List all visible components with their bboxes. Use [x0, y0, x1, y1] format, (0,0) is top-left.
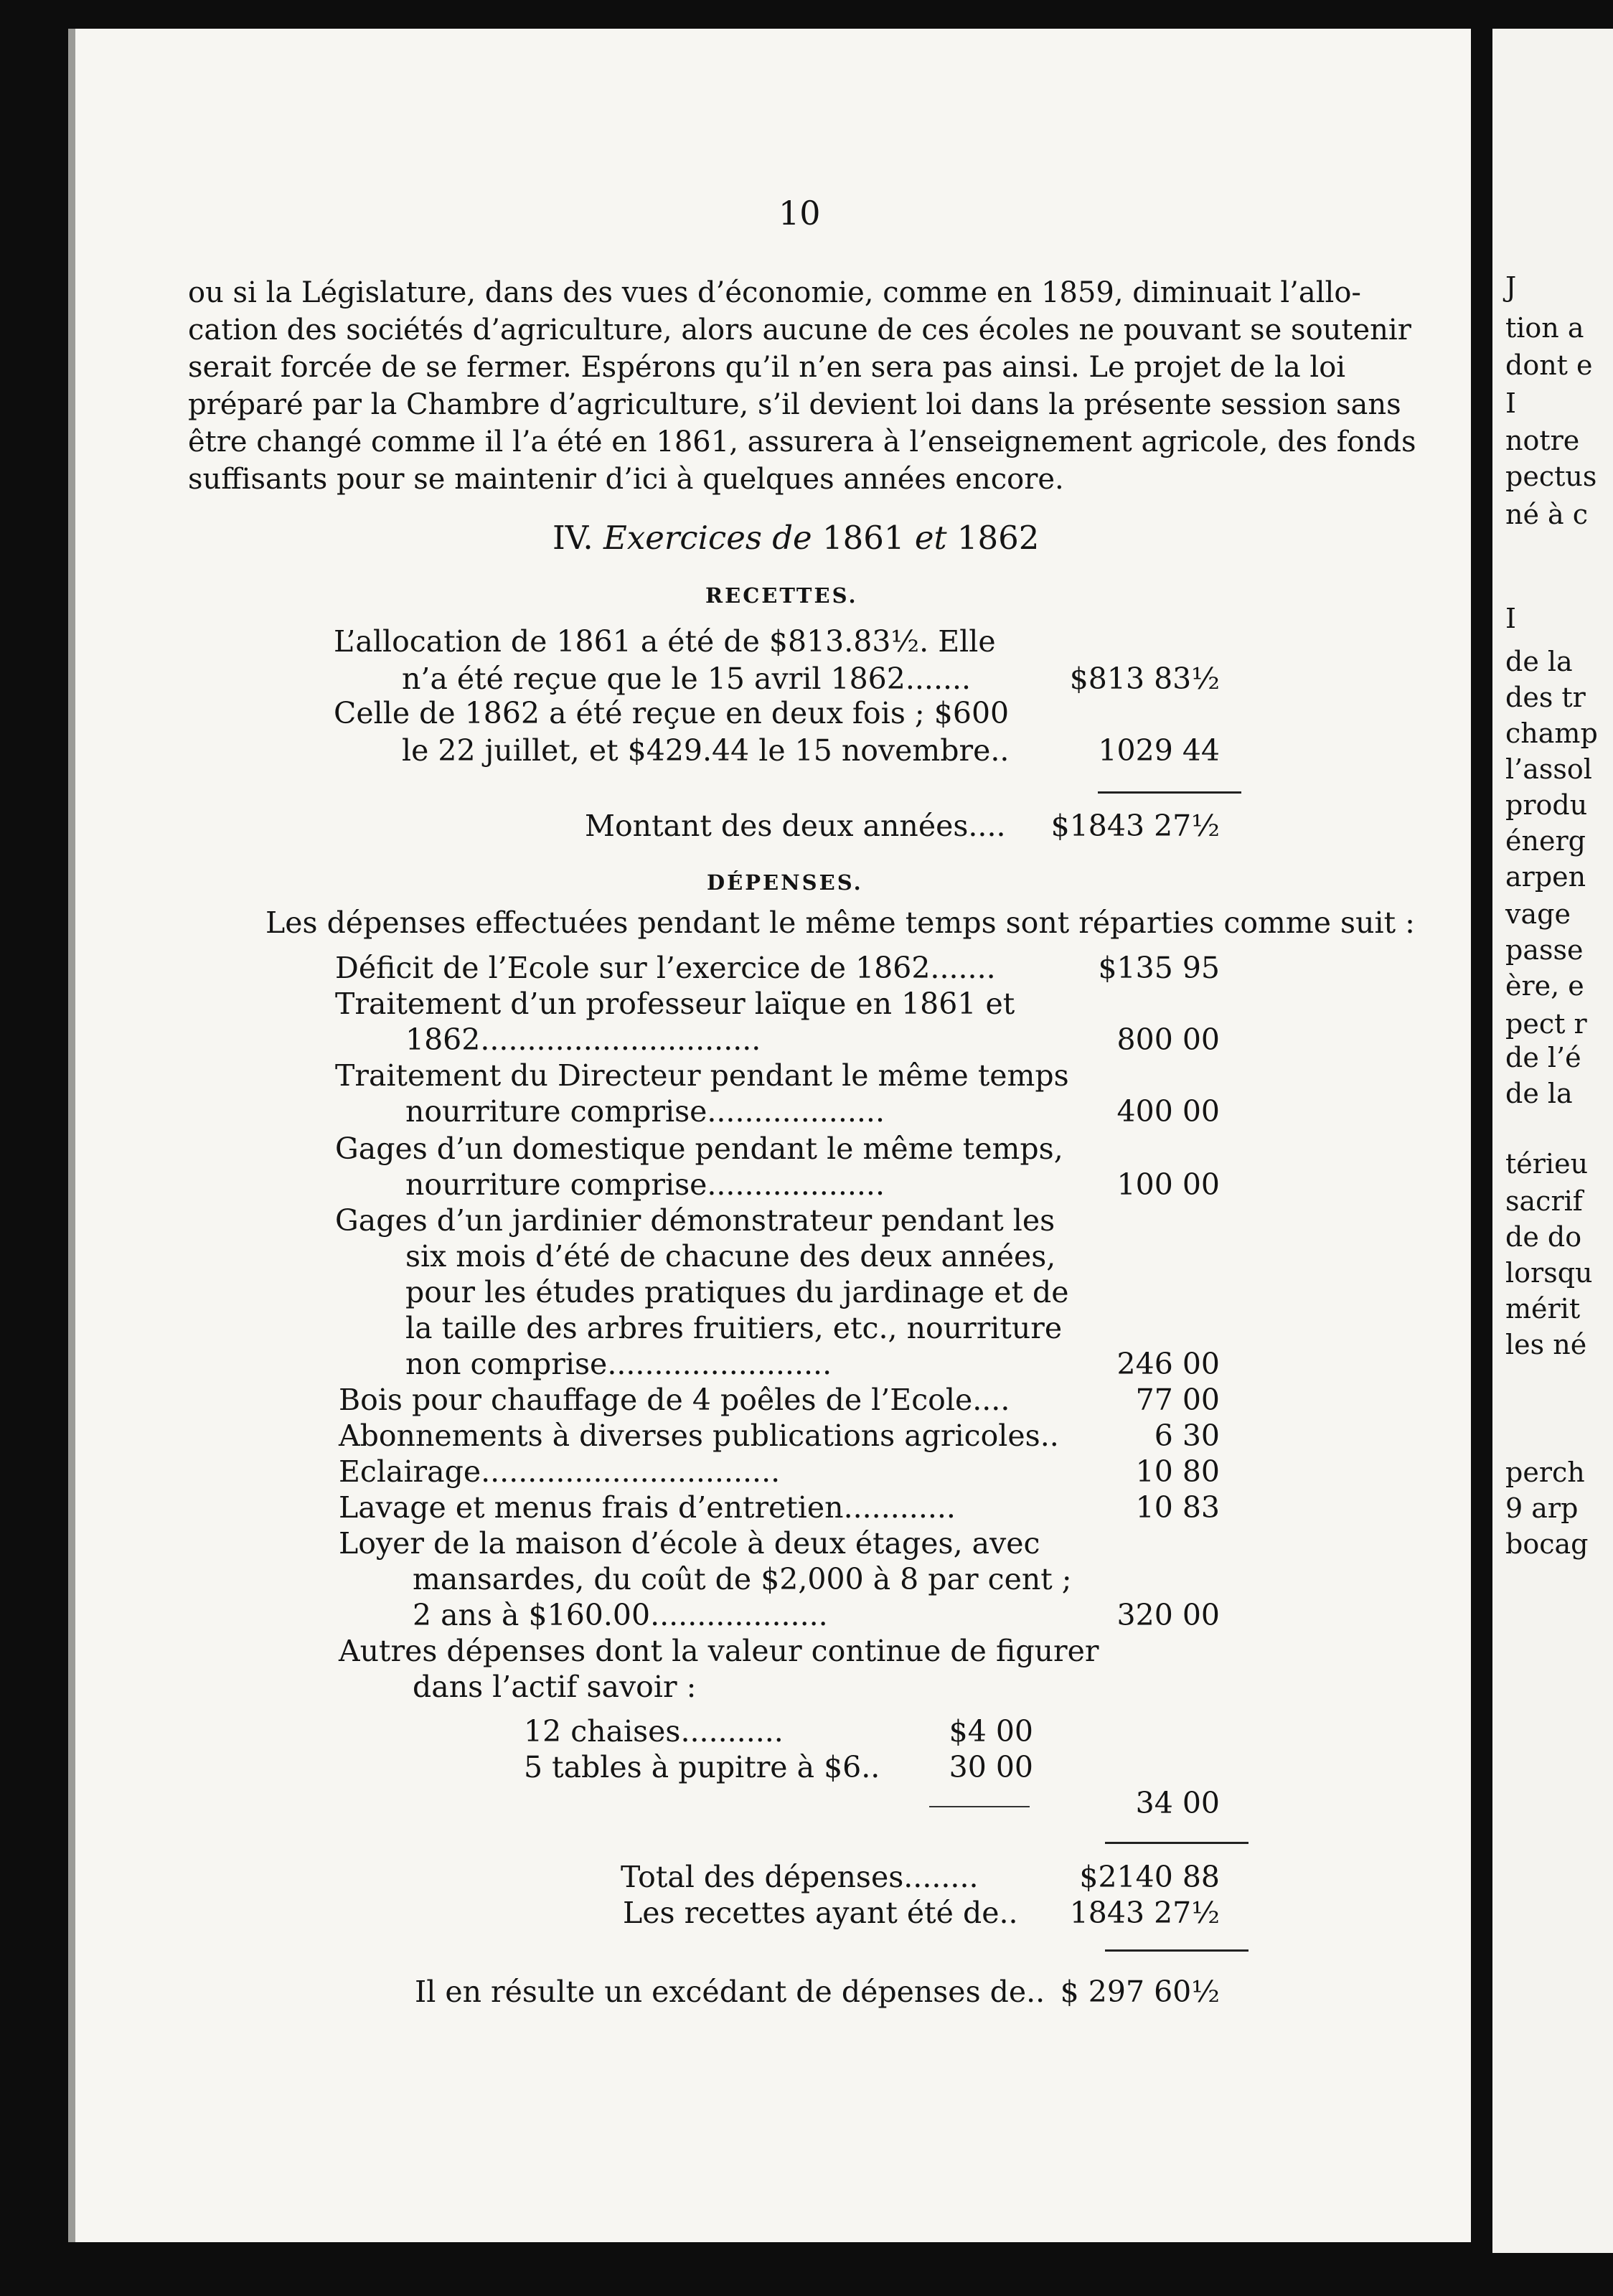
adjacent-line: de l’é: [1505, 1042, 1581, 1073]
sub-rule: [929, 1806, 1030, 1807]
expenses-total-label: Total des dépenses........: [621, 1860, 979, 1894]
adjacent-line: lorsqu: [1505, 1257, 1593, 1289]
expenses-intro: Les dépenses effectuées pendant le même temps sont réparties comme suit :: [265, 905, 1415, 940]
heading-year-1: 1861: [822, 519, 905, 557]
expense-line: Déficit de l’Ecole sur l’exercice de 1862.......: [335, 951, 996, 985]
expense-amount: 6 30: [1154, 1418, 1220, 1453]
sum-rule: [1098, 791, 1241, 794]
expense-line: pour les études pratiques du jardinage et de: [405, 1275, 1069, 1309]
expense-line: Bois pour chauffage de 4 poêles de l’Ecole....: [339, 1383, 1010, 1417]
expenses-title: DÉPENSES.: [707, 870, 863, 895]
receipt-line: n’a été reçue que le 15 avril 1862.......: [402, 662, 972, 696]
expense-line: dans l’actif savoir :: [413, 1670, 697, 1704]
receipts-title: RECETTES.: [705, 583, 858, 608]
expense-amount: 320 00: [1116, 1598, 1220, 1632]
expense-amount: 400 00: [1116, 1094, 1220, 1129]
adjacent-line: perch: [1505, 1457, 1585, 1488]
sub-total-amount: 34 00: [1135, 1786, 1220, 1820]
adjacent-line: J: [1505, 271, 1517, 303]
adjacent-line: les né: [1505, 1329, 1587, 1360]
expense-line: Eclairage................................: [339, 1454, 781, 1489]
receipts-total-amount: $1843 27½: [1050, 809, 1220, 843]
adjacent-line: I: [1505, 603, 1517, 634]
receipt-amount: $813 83½: [1069, 662, 1220, 696]
expense-line: Loyer de la maison d’école à deux étages, avec: [339, 1526, 1040, 1561]
adjacent-line: de la: [1505, 1078, 1573, 1109]
expense-line: Traitement du Directeur pendant le même temps: [335, 1058, 1069, 1093]
adjacent-line: tion a: [1505, 312, 1584, 344]
heading-year-2: 1862: [956, 519, 1040, 557]
heading-italic-1: Exercices de: [603, 519, 812, 557]
sub-item-label: 12 chaises...........: [524, 1714, 784, 1749]
adjacent-line: bocag: [1505, 1528, 1589, 1560]
adjacent-line: térieu: [1505, 1148, 1589, 1180]
paragraph-line: préparé par la Chambre d’agriculture, s’il devient loi dans la présente session sans: [188, 388, 1401, 421]
page-edge: [68, 29, 75, 2242]
paragraph-line: cation des sociétés d’agriculture, alors aucune de ces écoles ne pouvant se soutenir: [188, 314, 1411, 347]
expense-line: Gages d’un domestique pendant le même temps,: [335, 1131, 1063, 1166]
receipts-total-label: Montant des deux années....: [585, 809, 1006, 843]
receipt-line: Celle de 1862 a été reçue en deux fois ; $600: [334, 696, 1010, 730]
expense-line: la taille des arbres fruitiers, etc., nourriture: [405, 1311, 1063, 1345]
expense-amount: $135 95: [1098, 951, 1220, 985]
sub-item-label: 5 tables à pupitre à $6..: [524, 1750, 880, 1784]
adjacent-line: énerg: [1505, 825, 1586, 857]
deficit-amount: $ 297 60½: [1060, 1975, 1220, 2009]
sub-item-amount: $4 00: [949, 1714, 1033, 1749]
expense-amount: 77 00: [1135, 1383, 1220, 1417]
adjacent-line: sacrif: [1505, 1185, 1583, 1217]
expense-line: 1862..............................: [405, 1022, 761, 1057]
expense-line: Abonnements à diverses publications agricoles..: [339, 1418, 1059, 1453]
expense-line: Traitement d’un professeur laïque en 1861 et: [335, 987, 1015, 1021]
expense-line: mansardes, du coût de $2,000 à 8 par cent ;: [413, 1562, 1072, 1596]
expense-amount: 10 80: [1135, 1454, 1220, 1489]
expense-line: nourriture comprise...................: [405, 1167, 885, 1202]
adjacent-line: notre: [1505, 425, 1580, 456]
adjacent-page: [1492, 29, 1613, 2253]
expense-line: Autres dépenses dont la valeur continue de figurer: [339, 1634, 1099, 1668]
paragraph-line: suffisants pour se maintenir d’ici à quelques années encore.: [188, 463, 1064, 496]
adjacent-line: champ: [1505, 718, 1598, 749]
adjacent-line: né à c: [1505, 499, 1589, 530]
sum-rule: [1105, 1949, 1248, 1952]
paragraph-line: serait forcée de se fermer. Espérons qu’il n’en sera pas ainsi. Le projet de la loi: [188, 351, 1346, 384]
adjacent-line: de do: [1505, 1221, 1582, 1253]
adjacent-line: dont e: [1505, 349, 1593, 381]
page-number: 10: [779, 194, 821, 232]
deficit-label: Il en résulte un excédant de dépenses de..: [415, 1975, 1045, 2009]
adjacent-line: pect r: [1505, 1008, 1587, 1040]
expense-amount: 246 00: [1116, 1347, 1220, 1381]
adjacent-line: 9 arp: [1505, 1492, 1579, 1524]
adjacent-line: ère, e: [1505, 970, 1584, 1002]
expenses-total-amount: $2140 88: [1079, 1860, 1220, 1894]
adjacent-line: des tr: [1505, 682, 1586, 713]
expense-line: nourriture comprise...................: [405, 1094, 885, 1129]
adjacent-line: passe: [1505, 934, 1584, 966]
heading-italic-2: et: [914, 519, 947, 557]
receipt-line: L’allocation de 1861 a été de $813.83½. Elle: [334, 624, 996, 659]
expense-line: Gages d’un jardinier démonstrateur pendant les: [335, 1203, 1055, 1238]
expense-line: non comprise........................: [405, 1347, 832, 1381]
adjacent-line: I: [1505, 387, 1517, 419]
receipt-amount: 1029 44: [1098, 733, 1220, 768]
adjacent-line: l’assol: [1505, 753, 1592, 785]
expense-line: Lavage et menus frais d’entretien............: [339, 1490, 956, 1525]
adjacent-line: arpen: [1505, 861, 1586, 893]
section-heading: [552, 519, 1039, 557]
paragraph-line: ou si la Législature, dans des vues d’économie, comme en 1859, diminuait l’allo-: [188, 276, 1361, 309]
adjacent-line: mérit: [1505, 1293, 1581, 1325]
adjacent-line: vage: [1505, 898, 1571, 930]
heading-numeral: IV.: [552, 519, 593, 557]
expense-amount: 100 00: [1116, 1167, 1220, 1202]
expense-line: 2 ans à $160.00...................: [413, 1598, 828, 1632]
expense-amount: 800 00: [1116, 1022, 1220, 1057]
expense-line: six mois d’été de chacune des deux années,: [405, 1239, 1056, 1274]
sum-rule: [1105, 1842, 1248, 1844]
adjacent-line: de la: [1505, 646, 1573, 677]
adjacent-line: produ: [1505, 789, 1588, 821]
receipts-recall-label: Les recettes ayant été de..: [623, 1896, 1018, 1930]
receipts-recall-amount: 1843 27½: [1069, 1896, 1220, 1930]
adjacent-line: pectus: [1505, 461, 1597, 492]
sub-item-amount: 30 00: [949, 1750, 1033, 1784]
paragraph-line: être changé comme il l’a été en 1861, assurera à l’enseignement agricole, des fonds: [188, 425, 1416, 458]
receipt-line: le 22 juillet, et $429.44 le 15 novembre..: [402, 733, 1010, 768]
expense-amount: 10 83: [1135, 1490, 1220, 1525]
